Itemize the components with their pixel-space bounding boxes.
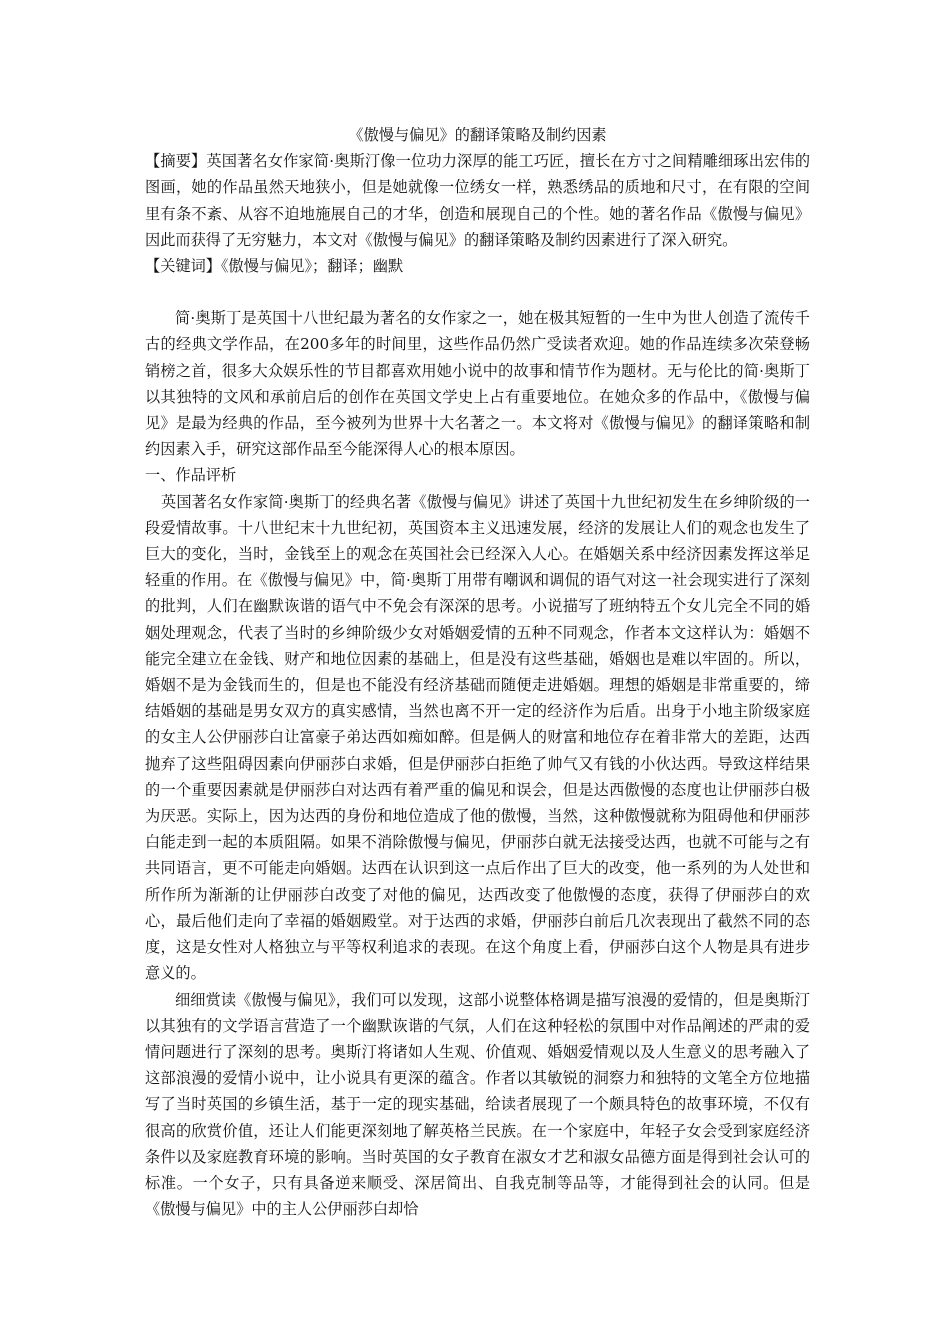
intro-paragraph: 简·奥斯丁是英国十八世纪最为著名的女作家之一，她在极其短暂的一生中为世人创造了流传千古的经典文学作品，在200多年的时间里，这些作品仍然广受读者欢迎。她的作品连续多次荣登畅销榜之首，很多大众娱乐性的节目都喜欢用她小说中的故事和情节作为题材。无与伦比的简·奥斯丁以其独特的文风和承前启后的创作在英国文学史上占有重要地位。在她众多的作品中，《傲慢与偏见》是最为经典的作品，至今被列为世界十大名著之一。本文将对《傲慢与偏见》的翻译策略和制约因素入手，研究这部作品至今能深得人心的根本原因。	[145, 309, 810, 459]
document-page	[145, 122, 810, 1222]
section-heading: 一、作品评析	[145, 466, 237, 485]
keywords-label: 【关键词】	[145, 257, 221, 276]
body-paragraph: 细细赏读《傲慢与偏见》，我们可以发现，这部小说整体格调是描写浪漫的爱情的，但是奥斯汀以其独有的文学语言营造了一个幽默诙谐的气氛，人们在这种轻松的氛围中对作品阐述的严肃的爱情问题进行了深刻的思考。奥斯汀将诸如人生观、价值观、婚姻爱情观以及人生意义的思考融入了这部浪漫的爱情小说中，让小说具有更深的蕴含。作者以其敏锐的洞察力和独特的文笔全方位地描写了当时英国的乡镇生活，基于一定的现实基础，给读者展现了一个颇具特色的故事环境，不仅有很高的欣赏价值，还让人们能更深刻地了解英格兰民族。在一个家庭中，年轻子女会受到家庭经济条件以及家庭教育环境的影响。当时英国的女子教育在淑女才艺和淑女品德方面是得到社会认可的标准。一个女子，只有具备逆来顺受、深居简出、自我克制等品等，才能得到社会的认同。但是《傲慢与偏见》中的主人公伊丽莎白却恰	[145, 990, 810, 1219]
blank-line	[145, 279, 810, 305]
keywords-paragraph	[145, 253, 810, 279]
document-title: 《傲慢与偏见》的翻译策略及制约因素	[348, 126, 607, 144]
abstract-label: 【摘要】	[145, 152, 207, 171]
body-paragraph: 英国著名女作家简·奥斯丁的经典名著《傲慢与偏见》讲述了英国十九世纪初发生在乡绅阶级的一段爱情故事。十八世纪末十九世纪初，英国资本主义迅速发展，经济的发展让人们的观念也发生了巨大的变化，当时，金钱至上的观念在英国社会已经深入人心。在婚姻关系中经济因素发挥这举足轻重的作用。在《傲慢与偏见》中，简·奥斯丁用带有嘲讽和调侃的语气对这一社会现实进行了深刻的批判，人们在幽默诙谐的语气中不免会有深深的思考。小说描写了班纳特五个女儿完全不同的婚姻处理观念，代表了当时的乡绅阶级少女对婚姻爱情的五种不同观念，作者本文这样认为：婚姻不能完全建立在金钱、财产和地位因素的基础上，但是没有这些基础，婚姻也是难以牢固的。所以，婚姻不是为金钱而生的，但是也不能没有经济基础而随便走进婚姻。理想的婚姻是非常重要的，缔结婚姻的基础是男女双方的真实感情，当然也离不开一定的经济作为后盾。出身于小地主阶级家庭的女主人公伊丽莎白让富豪子弟达西如痴如醉。但是俩人的财富和地位存在着非常大的差距，达西抛弃了这些阻碍因素向伊丽莎白求婚，但是伊丽莎白拒绝了帅气又有钱的小伙达西。导致这样结果的一个重要因素就是伊丽莎白对达西有着严重的偏见和误会，但是达西傲慢的态度也让伊丽莎白极为厌恶。实际上，因为达西的身份和地位造成了他的傲慢，当然，这种傲慢就称为阻碍他和伊丽莎白能走到一起的本质阻隔。如果不消除傲慢与偏见，伊丽莎白就无法接受达西，也就不可能与之有共同语言，更不可能走向婚姻。达西在认识到这一点后作出了巨大的改变，他一系列的为人处世和所作所为渐渐的让伊丽莎白改变了对他的偏见，达西改变了他傲慢的态度，获得了伊丽莎白的欢心，最后他们走向了幸福的婚姻殿堂。对于达西的求婚，伊丽莎白前后几次表现出了截然不同的态度，这是女性对人格独立与平等权利追求的表现。在这个角度上看，伊丽莎白这个人物是具有进步意义的。	[145, 492, 810, 983]
abstract-paragraph	[145, 148, 810, 253]
keywords-text: 《傲慢与偏见》；翻译；幽默	[220, 257, 404, 276]
abstract-text: 英国著名女作家简·奥斯汀像一位功力深厚的能工巧匠，擅长在方寸之间精雕细琢出宏伟的图画，她的作品虽然天地狭小，但是她就像一位绣女一样，熟悉绣品的质地和尺寸，在有限的空间里有条不紊、从容不迫地施展自己的才华，创造和展现自己的个性。她的著名作品《傲慢与偏见》因此而获得了无穷魅力，本文对《傲慢与偏见》的翻译策略及制约因素进行了深入研究。	[145, 152, 811, 249]
